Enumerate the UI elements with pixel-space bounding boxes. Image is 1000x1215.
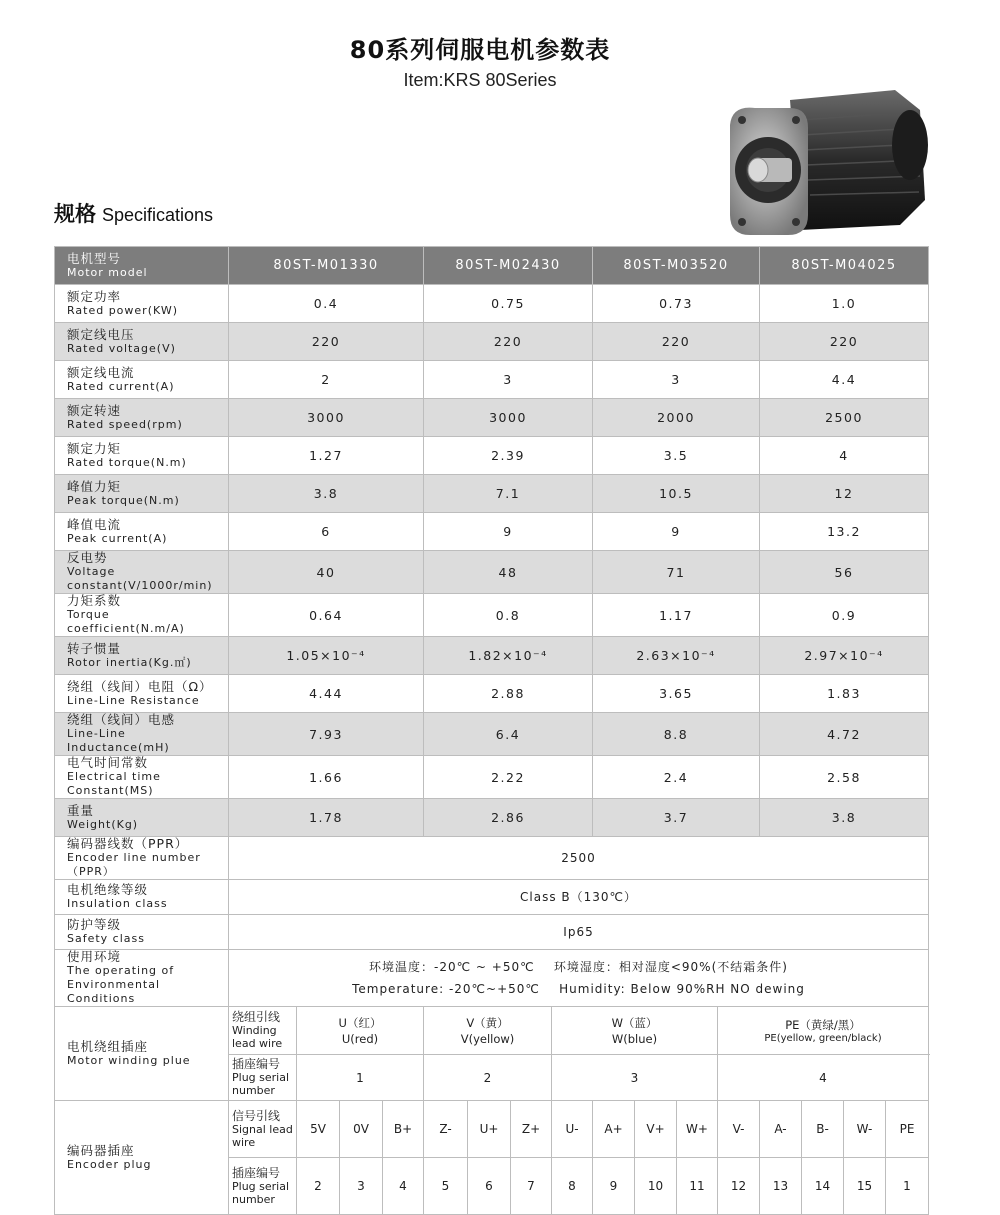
encoder-plug-cell: 6 [468,1158,511,1215]
spec-heading [54,198,213,228]
encoder-plug-cell: 8 [552,1158,593,1215]
value-cell: 3.5 [593,437,760,475]
value-cell: 48 [424,551,593,594]
row-label: 力矩系数 Torque coefficient(N.m/A) [55,594,229,637]
value-cell: 2.58 [760,756,929,799]
encoder-plug-cell: 7 [511,1158,552,1215]
row-label: 使用环境 The operating of Environmental Conditions [55,950,229,1007]
value-cell: 4.4 [760,361,929,399]
value-cell: 56 [760,551,929,594]
value-cell: 7.93 [229,713,424,756]
value-cell: 1.05×10⁻⁴ [229,637,424,675]
table-row [55,713,929,756]
table-row [55,880,929,915]
row-label: 防护等级 Safety class [55,915,229,950]
value-cell: 7.1 [424,475,593,513]
value-cell: 2.39 [424,437,593,475]
span-value: 2500 [229,837,929,880]
model-cell: 80ST-M03520 [593,247,760,285]
page-title: 80系列伺服电机参数表 [349,36,611,64]
row-label: 额定力矩 Rated torque(N.m) [55,437,229,475]
encoder-signal-cell: W- [844,1101,886,1158]
winding-plug-cell: 1 [297,1055,424,1101]
value-cell: 71 [593,551,760,594]
encoder-signal-row [55,1101,929,1158]
spec-table [54,246,929,1215]
value-cell: 6 [229,513,424,551]
table-row [55,437,929,475]
table-row [55,799,929,837]
encoder-signal-cell: V- [718,1101,760,1158]
value-cell: 0.9 [760,594,929,637]
environment-line-cn: 环境温度：-20℃ ~ +50℃ 环境湿度：相对湿度<90%(不结霜条件) [369,960,788,974]
winding-lead-cell: W（蓝） W(blue) [552,1007,718,1055]
value-cell: 3.7 [593,799,760,837]
value-cell: 1.82×10⁻⁴ [424,637,593,675]
value-cell: 2500 [760,399,929,437]
encoder-signal-cell: B- [802,1101,844,1158]
table-row [55,323,929,361]
value-cell: 12 [760,475,929,513]
winding-lead-cell: PE（黄绿/黑） PE(yellow, green/black) [718,1007,929,1055]
table-row [55,285,929,323]
winding-plug-cell: 2 [424,1055,552,1101]
value-cell: 2.4 [593,756,760,799]
table-row-environment [55,950,929,1007]
row-label: 编码器线数（PPR） Encoder line number（PPR） [55,837,229,880]
value-cell: 0.64 [229,594,424,637]
table-row [55,637,929,675]
encoder-signal-cell: A+ [593,1101,635,1158]
value-cell: 2.97×10⁻⁴ [760,637,929,675]
value-cell: 2.63×10⁻⁴ [593,637,760,675]
value-cell: 220 [760,323,929,361]
value-cell: 9 [593,513,760,551]
value-cell: 9 [424,513,593,551]
value-cell: 2.22 [424,756,593,799]
table-row [55,399,929,437]
encoder-signal-cell: B+ [383,1101,424,1158]
table-row [55,837,929,880]
encoder-plug-cell: 14 [802,1158,844,1215]
winding-plug-cell: 4 [718,1055,929,1101]
value-cell: 2.86 [424,799,593,837]
table-row [55,594,929,637]
row-label: 绕组（线间）电阻（Ω） Line-Line Resistance [55,675,229,713]
value-cell: 1.83 [760,675,929,713]
table-row [55,361,929,399]
table-row [55,675,929,713]
winding-lead-cell: V（黄） V(yellow) [424,1007,552,1055]
value-cell: 8.8 [593,713,760,756]
model-cell: 80ST-M04025 [760,247,929,285]
value-cell: 2 [229,361,424,399]
encoder-label: 编码器插座 Encoder plug [55,1101,229,1215]
value-cell: 0.73 [593,285,760,323]
value-cell: 1.0 [760,285,929,323]
value-cell: 3000 [229,399,424,437]
value-cell: 3 [424,361,593,399]
encoder-signal-cell: PE [886,1101,929,1158]
header-label: 电机型号 Motor model [55,247,229,285]
model-cell: 80ST-M01330 [229,247,424,285]
encoder-signal-cell: V+ [635,1101,677,1158]
model-cell: 80ST-M02430 [424,247,593,285]
environment-value [229,950,929,1007]
encoder-plug-label: 插座编号 Plug serial number [229,1158,297,1215]
value-cell: 6.4 [424,713,593,756]
value-cell: 220 [593,323,760,361]
encoder-signal-cell: 0V [340,1101,383,1158]
table-header-row [55,247,929,285]
value-cell: 2000 [593,399,760,437]
value-cell: 10.5 [593,475,760,513]
span-value: Ip65 [229,915,929,950]
encoder-plug-cell: 13 [760,1158,802,1215]
value-cell: 220 [424,323,593,361]
value-cell: 1.66 [229,756,424,799]
row-label: 转子惯量 Rotor inertia(Kg.㎡) [55,637,229,675]
encoder-plug-cell: 11 [677,1158,718,1215]
value-cell: 4.72 [760,713,929,756]
encoder-plug-cell: 5 [424,1158,468,1215]
value-cell: 40 [229,551,424,594]
encoder-signal-cell: U- [552,1101,593,1158]
encoder-plug-cell: 9 [593,1158,635,1215]
value-cell: 1.78 [229,799,424,837]
table-row [55,756,929,799]
winding-label: 电机绕组插座 Motor winding plue [55,1007,229,1101]
encoder-signal-cell: U+ [468,1101,511,1158]
value-cell: 0.8 [424,594,593,637]
row-label: 绕组（线间）电感 Line-Line Inductance(mH) [55,713,229,756]
encoder-signal-cell: 5V [297,1101,340,1158]
encoder-plug-cell: 3 [340,1158,383,1215]
row-label: 额定线电流 Rated current(A) [55,361,229,399]
value-cell: 0.4 [229,285,424,323]
winding-plug-cell: 3 [552,1055,718,1101]
page-subtitle: Item:KRS 80Series [403,70,557,90]
row-label: 额定线电压 Rated voltage(V) [55,323,229,361]
encoder-plug-cell: 12 [718,1158,760,1215]
value-cell: 220 [229,323,424,361]
value-cell: 3.8 [760,799,929,837]
encoder-signal-cell: Z- [424,1101,468,1158]
value-cell: 0.75 [424,285,593,323]
winding-lead-label: 绕组引线 Winding lead wire [229,1007,297,1055]
winding-plug-label: 插座编号 Plug serial number [229,1055,297,1101]
encoder-signal-cell: Z+ [511,1101,552,1158]
span-value: Class B（130℃） [229,880,929,915]
row-label: 电机绝缘等级 Insulation class [55,880,229,915]
winding-lead-cell: U（红） U(red) [297,1007,424,1055]
row-label: 电气时间常数 Electrical time Constant(MS) [55,756,229,799]
value-cell: 3000 [424,399,593,437]
encoder-signal-cell: A- [760,1101,802,1158]
row-label: 反电势 Voltage constant(V/1000r/min) [55,551,229,594]
value-cell: 1.27 [229,437,424,475]
value-cell: 13.2 [760,513,929,551]
row-label: 额定功率 Rated power(KW) [55,285,229,323]
value-cell: 2.88 [424,675,593,713]
encoder-plug-cell: 2 [297,1158,340,1215]
spec-heading-en: Specifications [102,205,214,225]
value-cell: 3 [593,361,760,399]
encoder-plug-cell: 10 [635,1158,677,1215]
encoder-signal-cell: W+ [677,1101,718,1158]
row-label: 重量 Weight(Kg) [55,799,229,837]
table-row [55,915,929,950]
encoder-signal-label: 信号引线 Signal lead wire [229,1101,297,1158]
value-cell: 4 [760,437,929,475]
table-row [55,475,929,513]
value-cell: 3.8 [229,475,424,513]
table-row [55,551,929,594]
value-cell: 4.44 [229,675,424,713]
encoder-plug-cell: 4 [383,1158,424,1215]
encoder-plug-cell: 15 [844,1158,886,1215]
winding-lead-row [55,1007,929,1055]
servo-motor-image [720,90,935,245]
row-label: 峰值力矩 Peak torque(N.m) [55,475,229,513]
table-row [55,513,929,551]
value-cell: 3.65 [593,675,760,713]
value-cell: 1.17 [593,594,760,637]
spec-heading-cn: 规格 [54,202,96,226]
encoder-plug-cell: 1 [886,1158,929,1215]
environment-line-en: Temperature: -20℃~+50℃ Humidity: Below 90%RH NO dewing [352,982,805,996]
row-label: 额定转速 Rated speed(rpm) [55,399,229,437]
row-label: 峰值电流 Peak current(A) [55,513,229,551]
